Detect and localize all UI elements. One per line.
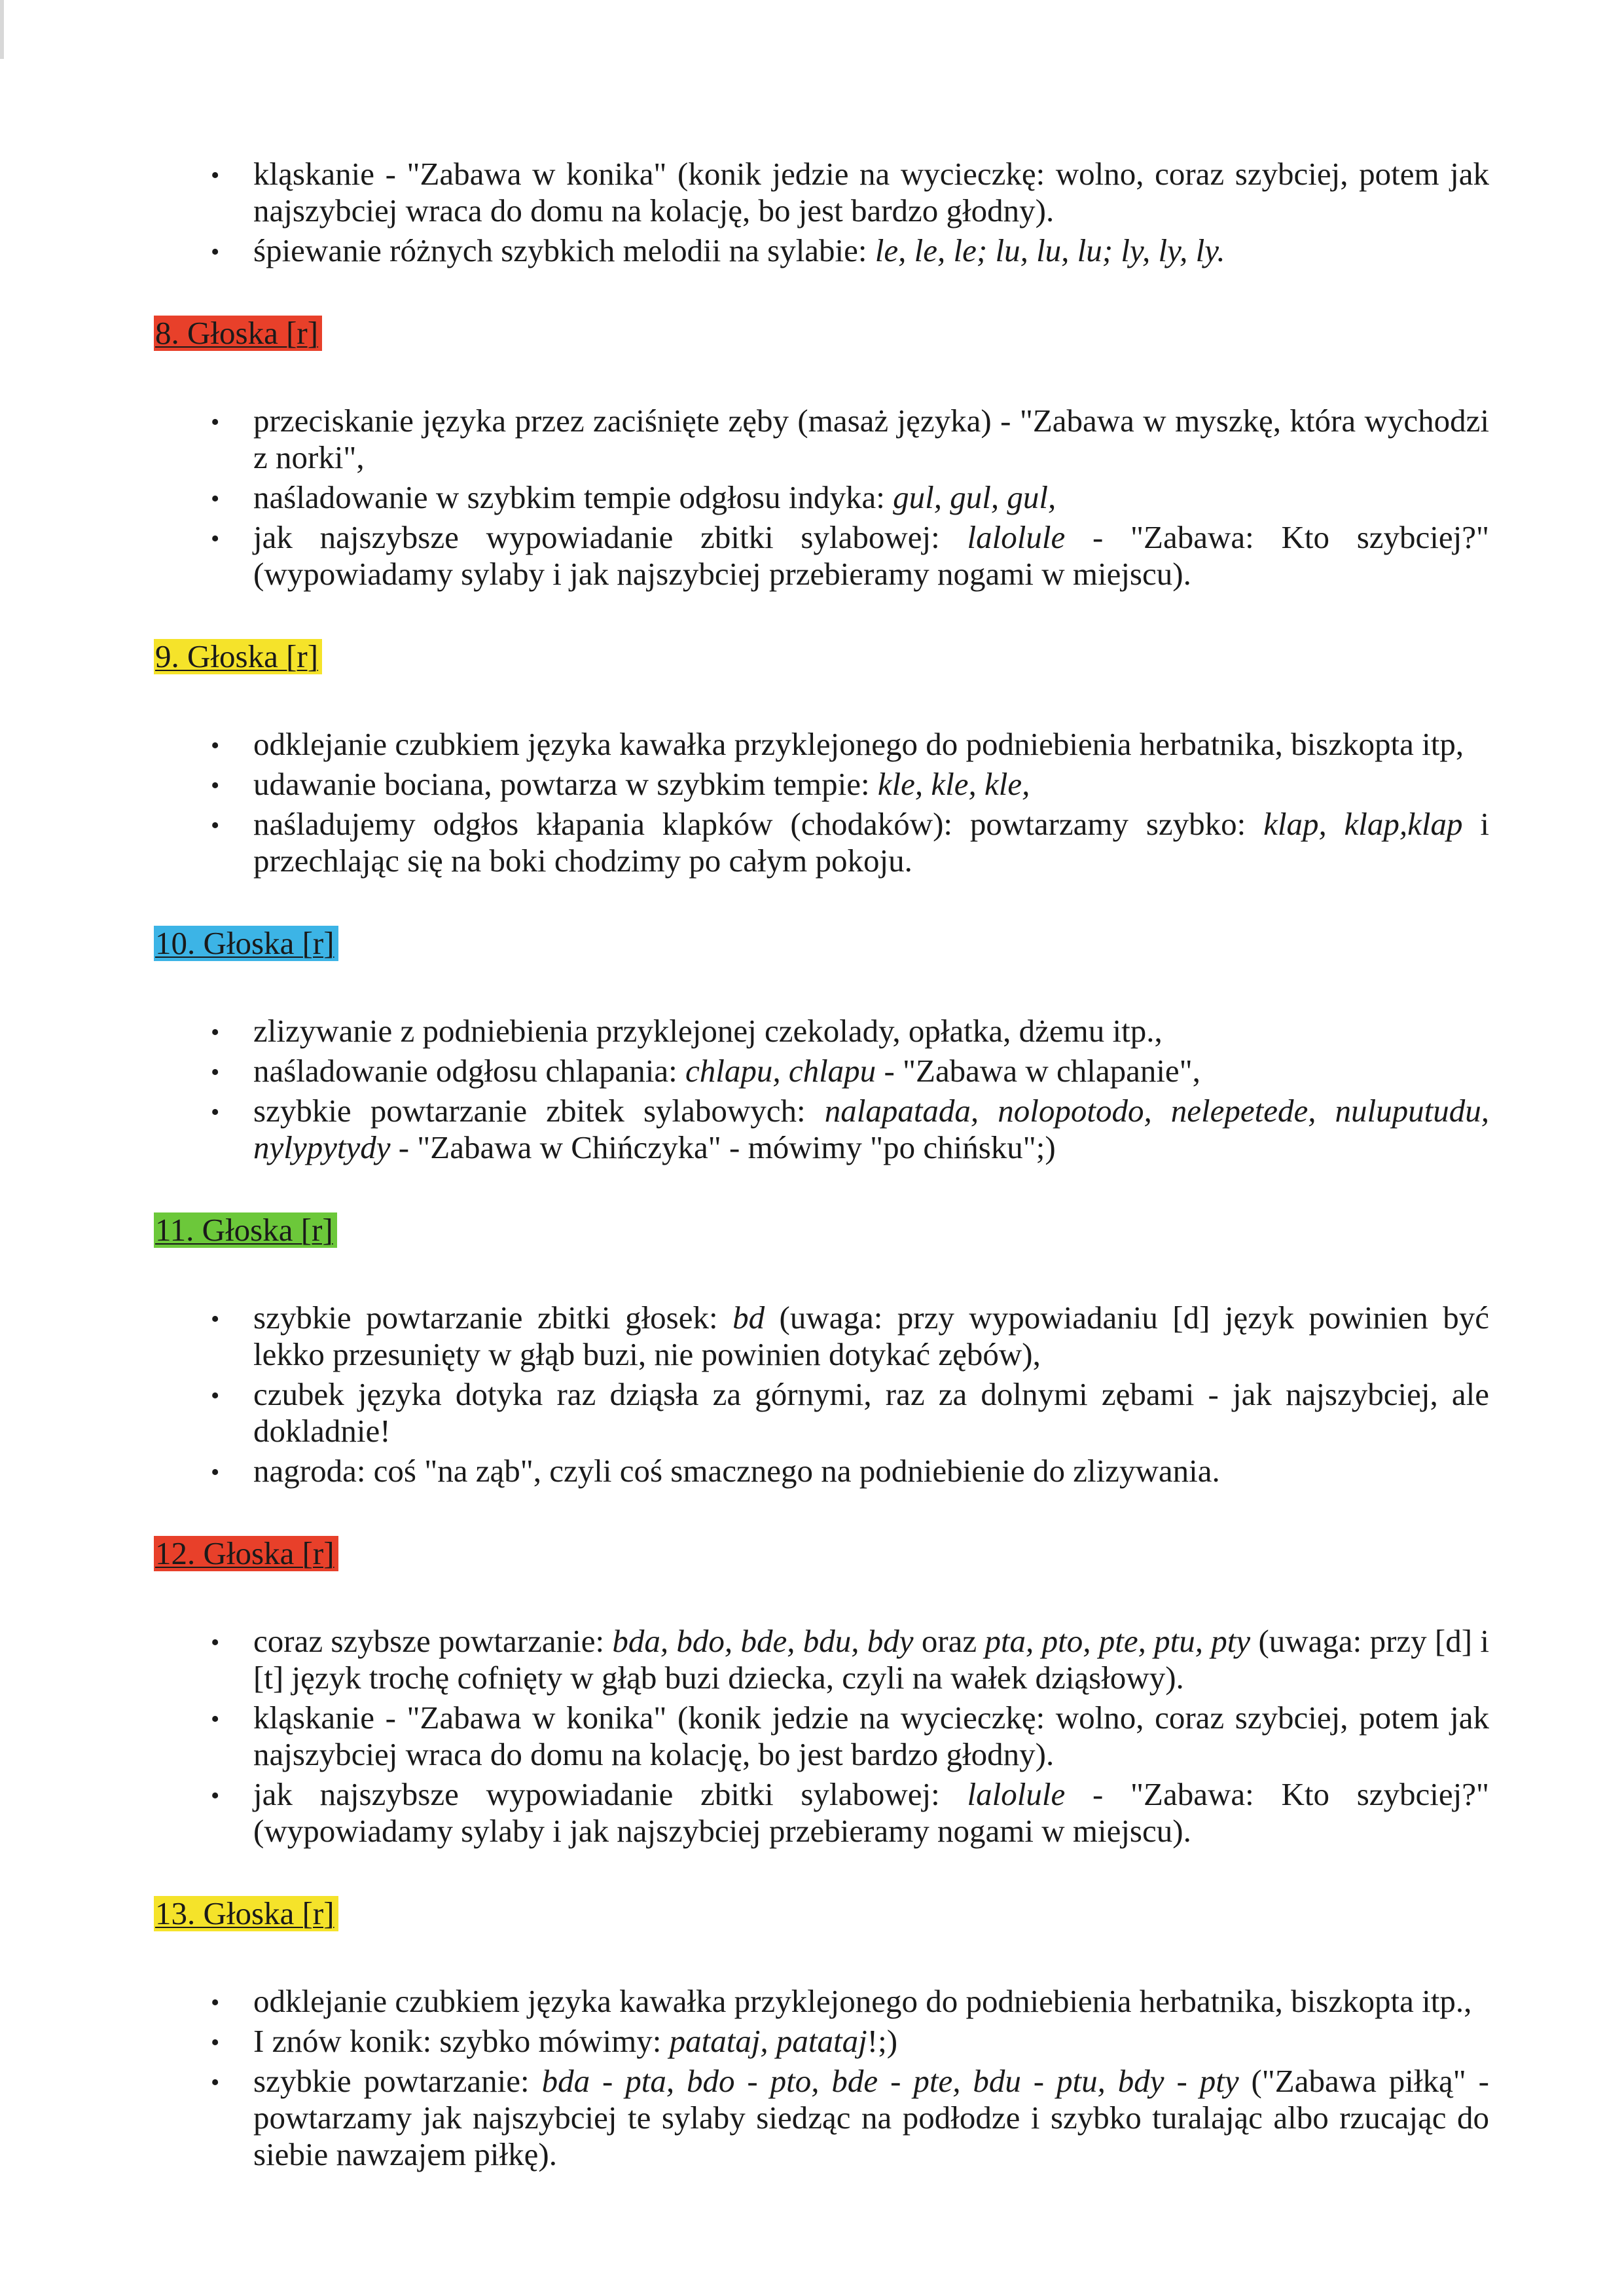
- list-item: [154, 156, 1489, 229]
- bullet-icon: •: [211, 1099, 220, 1126]
- item-text: naśladujemy odgłos kłapania klapków (chodaków): powtarzamy szybko:: [253, 806, 1264, 842]
- item-text: przeciskanie języka przez zaciśnięte zęby (masaż języka) - "Zabawa w myszkę, która wychodzi z norki",: [253, 403, 1489, 475]
- item-text: !;): [867, 2023, 898, 2059]
- bullet-icon: •: [211, 1019, 220, 1046]
- bullet-icon: •: [211, 2069, 220, 2096]
- exercise-section: [154, 596, 1489, 879]
- item-text: odklejanie czubkiem języka kawałka przyklejonego do podniebienia herbatnika, biszkopta itp,: [253, 726, 1464, 762]
- italic-example-text: gul, gul, gul,: [893, 479, 1056, 515]
- exercise-section: [154, 1493, 1489, 1850]
- section-heading: 11. Głoska [r]: [154, 1212, 337, 1248]
- document-body: [154, 156, 1489, 2176]
- italic-example-text: pta, pto, pte, ptu, pty: [984, 1623, 1251, 1659]
- sections-container: [154, 272, 1489, 2173]
- item-text: naśladowanie w szybkim tempie odgłosu indyka:: [253, 479, 893, 515]
- item-text: szybkie powtarzanie zbitek sylabowych:: [253, 1093, 825, 1129]
- bullet-icon: •: [211, 732, 220, 759]
- exercise-section: [154, 272, 1489, 592]
- item-text: oraz: [913, 1623, 985, 1659]
- item-text: - "Zabawa: Kto szybciej?" (wypowiadamy sylaby i jak najszybciej przebieramy nogami w miejscu).: [253, 1776, 1489, 1849]
- bullet-icon: •: [211, 772, 220, 799]
- list-item: [154, 479, 1489, 516]
- italic-example-text: kle, kle, kle,: [877, 766, 1030, 802]
- list-item: [154, 1623, 1489, 1696]
- item-text: jak najszybsze wypowiadanie zbitki sylabowej:: [253, 1776, 967, 1812]
- item-text: coraz szybsze powtarzanie:: [253, 1623, 613, 1659]
- italic-example-text: lalolule: [967, 519, 1066, 555]
- list-item: [154, 1776, 1489, 1850]
- item-text: (uwaga: przy [d] i [t] język trochę cofnięty w głąb buzi dziecka, czyli na wałek dziąsłowy).: [253, 1623, 1489, 1696]
- list-item: [154, 2063, 1489, 2173]
- item-text: odklejanie czubkiem języka kawałka przyklejonego do podniebienia herbatnika, biszkopta itp.,: [253, 1983, 1472, 2019]
- italic-example-text: klap, klap,klap: [1263, 806, 1463, 842]
- bullet-icon: •: [211, 1782, 220, 1810]
- exercise-list: [154, 1983, 1489, 2173]
- bullet-icon: •: [211, 1059, 220, 1086]
- bullet-icon: •: [211, 162, 220, 189]
- bullet-icon: •: [211, 238, 220, 266]
- item-text: kląskanie - "Zabawa w konika" (konik jedzie na wycieczkę: wolno, coraz szybciej, potem jak najszybciej wraca do domu na kolację, bo jest bardzo głodny).: [253, 1700, 1489, 1772]
- list-item: [154, 1700, 1489, 1773]
- item-text: I znów konik: szybko mówimy:: [253, 2023, 670, 2059]
- exercise-list: [154, 1013, 1489, 1166]
- item-text: kląskanie - "Zabawa w konika" (konik jedzie na wycieczkę: wolno, coraz szybciej, potem jak najszybciej wraca do domu na kolację, bo jest bardzo głodny).: [253, 156, 1489, 228]
- section-heading: 8. Głoska [r]: [154, 316, 322, 351]
- exercise-list: [154, 1623, 1489, 1850]
- list-item: [154, 1376, 1489, 1449]
- italic-example-text: patataj, patataj: [669, 2023, 867, 2059]
- item-text: szybkie powtarzanie:: [253, 2063, 542, 2099]
- italic-example-text: bda - pta, bdo - pto, bde - pte, bdu - ptu, bdy - pty: [541, 2063, 1239, 2099]
- scan-edge-mark: [0, 0, 4, 59]
- section-heading: 9. Głoska [r]: [154, 639, 322, 674]
- list-item: [154, 403, 1489, 476]
- exercise-list: [154, 1300, 1489, 1489]
- item-text: śpiewanie różnych szybkich melodii na sylabie:: [253, 232, 875, 268]
- item-text: jak najszybsze wypowiadanie zbitki sylabowej:: [253, 519, 967, 555]
- item-text: nagroda: coś "na ząb", czyli coś smacznego na podniebienie do zlizywania.: [253, 1453, 1220, 1489]
- list-item: [154, 232, 1489, 269]
- item-text: - "Zabawa: Kto szybciej?" (wypowiadamy sylaby i jak najszybciej przebieramy nogami w miejscu).: [253, 519, 1489, 592]
- item-text: czubek języka dotyka raz dziąsła za górnymi, raz za dolnymi zębami - jak najszybciej, ale dokladnie!: [253, 1376, 1489, 1449]
- italic-example-text: nalapatada, nolopotodo, nelepetede, nuluputudu, nylypytydy: [253, 1093, 1489, 1165]
- item-text: zlizywanie z podniebienia przyklejonej czekolady, opłatka, dżemu itp.,: [253, 1013, 1163, 1049]
- bullet-icon: •: [211, 1382, 220, 1410]
- item-text: ("Zabawa piłką" - powtarzamy jak najszybciej te sylaby siedząc na podłodze i szybko turalając albo rzucając do siebie nawzajem piłkę).: [253, 2063, 1489, 2172]
- italic-example-text: lalolule: [967, 1776, 1066, 1812]
- list-item: [154, 1053, 1489, 1089]
- intro-list: [154, 156, 1489, 269]
- item-text: naśladowanie odgłosu chlapania:: [253, 1053, 685, 1089]
- item-text: - "Zabawa w chlapanie",: [876, 1053, 1200, 1089]
- bullet-icon: •: [211, 485, 220, 513]
- exercise-list: [154, 726, 1489, 879]
- list-item: [154, 1093, 1489, 1166]
- list-item: [154, 1300, 1489, 1373]
- bullet-icon: •: [211, 1459, 220, 1486]
- exercise-section: [154, 1853, 1489, 2173]
- bullet-icon: •: [211, 1989, 220, 2016]
- exercise-list: [154, 403, 1489, 592]
- list-item: [154, 1983, 1489, 2020]
- list-item: [154, 766, 1489, 803]
- section-heading: 10. Głoska [r]: [154, 926, 338, 961]
- section-heading: 13. Głoska [r]: [154, 1896, 338, 1931]
- list-item: [154, 519, 1489, 592]
- list-item: [154, 2023, 1489, 2060]
- bullet-icon: •: [211, 525, 220, 553]
- list-item: [154, 1013, 1489, 1049]
- italic-example-text: chlapu, chlapu: [685, 1053, 876, 1089]
- bullet-icon: •: [211, 409, 220, 436]
- bullet-icon: •: [211, 2029, 220, 2056]
- italic-example-text: bda, bdo, bde, bdu, bdy: [612, 1623, 914, 1659]
- bullet-icon: •: [211, 1305, 220, 1333]
- list-item: [154, 726, 1489, 763]
- list-item: [154, 1453, 1489, 1489]
- item-text: udawanie bociana, powtarza w szybkim tempie:: [253, 766, 878, 802]
- exercise-section: [154, 1169, 1489, 1489]
- bullet-icon: •: [211, 812, 220, 839]
- item-text: szybkie powtarzanie zbitki głosek:: [253, 1300, 733, 1336]
- item-text: (uwaga: przy wypowiadaniu [d] język powinien być lekko przesunięty w głąb buzi, nie powinien dotykać zębów),: [253, 1300, 1490, 1372]
- item-text: - "Zabawa w Chińczyka" - mówimy "po chińsku";): [390, 1129, 1056, 1165]
- bullet-icon: •: [211, 1705, 220, 1733]
- italic-example-text: bd: [732, 1300, 765, 1336]
- italic-example-text: le, le, le; lu, lu, lu; ly, ly, ly.: [875, 232, 1225, 268]
- bullet-icon: •: [211, 1629, 220, 1656]
- exercise-section: [154, 883, 1489, 1166]
- list-item: [154, 806, 1489, 879]
- item-text: i przechlając się na boki chodzimy po całym pokoju.: [253, 806, 1489, 879]
- section-heading: 12. Głoska [r]: [154, 1536, 338, 1571]
